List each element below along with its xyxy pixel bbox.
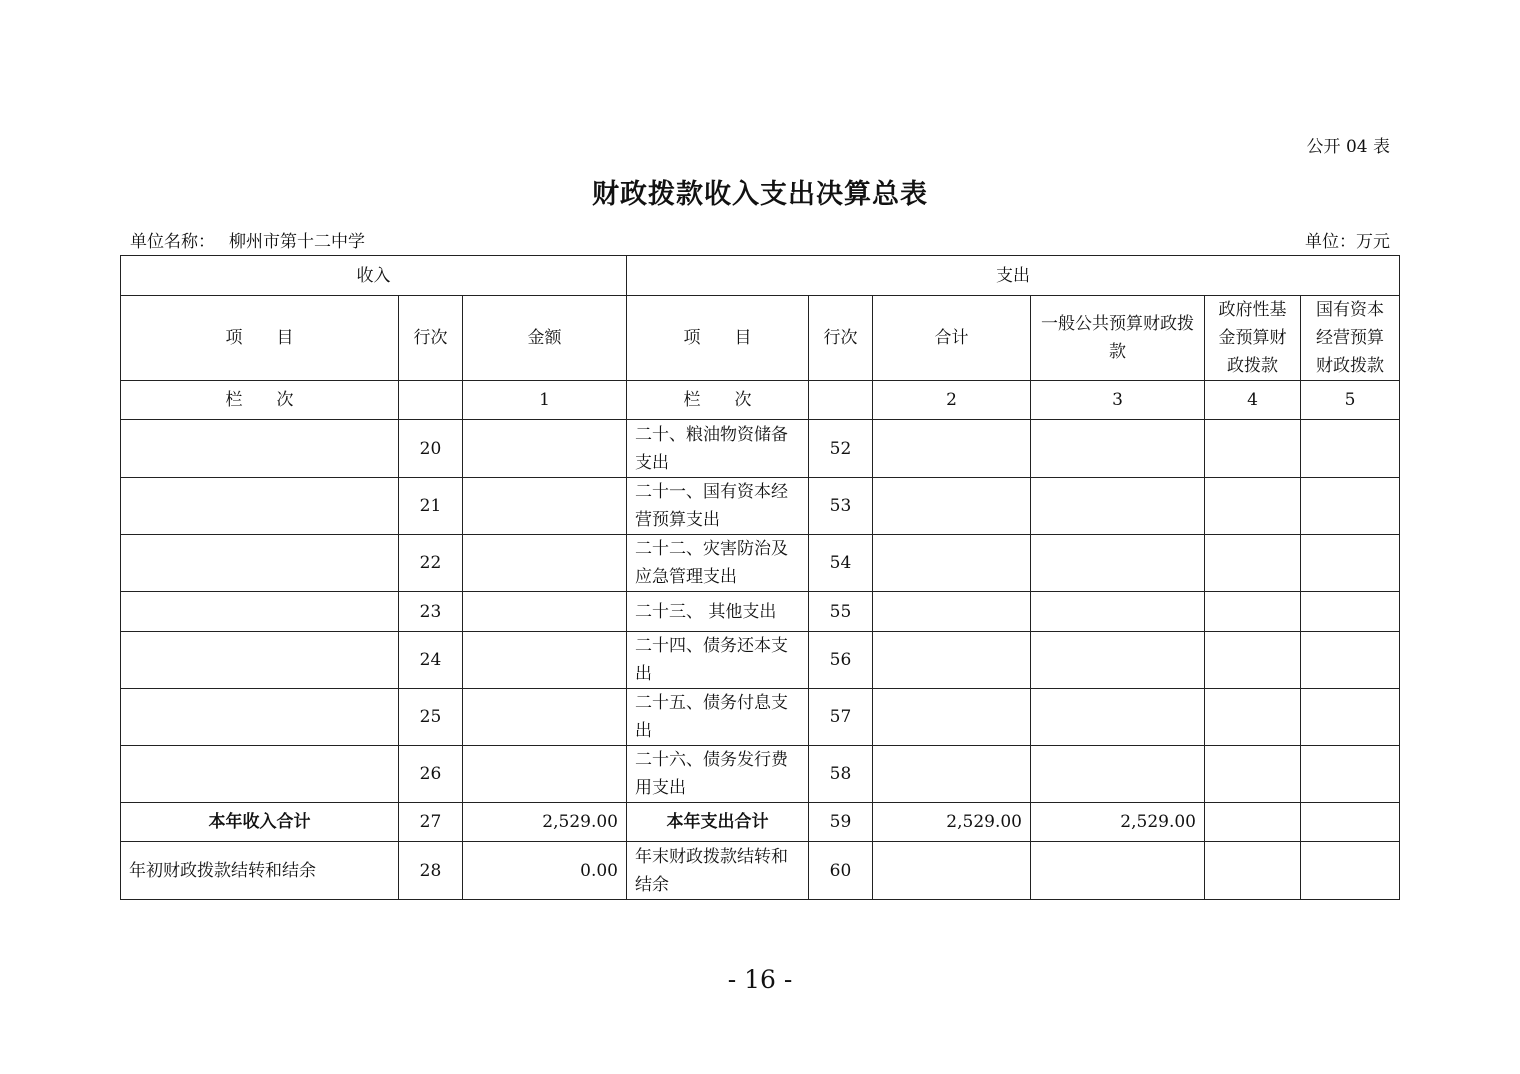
table-row [121,746,1400,803]
expense-item-cell: 二十三、 其他支出 [627,592,809,632]
expense-col-no-blank [809,381,873,420]
income-item-cell [121,535,399,592]
expense-item-cell: 二十四、债务还本支出 [627,632,809,689]
income-amount-cell [463,420,627,478]
state-capital-cell [1301,842,1400,900]
gov-fund-cell [1205,689,1301,746]
col-number-1: 1 [463,381,627,420]
expense-header: 支出 [627,256,1400,296]
expense-row-no-cell: 52 [809,420,873,478]
income-amount-header: 金额 [463,296,627,381]
table-row [121,803,1400,842]
income-row-no-cell: 27 [399,803,463,842]
expense-row-no-cell: 57 [809,689,873,746]
income-row-no-cell: 23 [399,592,463,632]
unit-name-line [130,227,365,252]
column-header-row [121,296,1400,381]
general-budget-cell [1031,592,1205,632]
general-budget-cell [1031,842,1205,900]
income-row-no-cell: 26 [399,746,463,803]
income-item-cell: 本年收入合计 [121,803,399,842]
income-row-no-cell: 22 [399,535,463,592]
state-capital-cell [1301,478,1400,535]
expense-col-label: 栏 次 [627,381,809,420]
total-cell: 2,529.00 [873,803,1031,842]
gov-fund-cell [1205,420,1301,478]
expense-item-cell: 二十、粮油物资储备支出 [627,420,809,478]
expense-item-cell: 本年支出合计 [627,803,809,842]
total-cell [873,535,1031,592]
total-cell [873,689,1031,746]
income-amount-cell: 0.00 [463,842,627,900]
income-row-no-cell: 21 [399,478,463,535]
income-header: 收入 [121,256,627,296]
table-row [121,478,1400,535]
state-capital-cell [1301,746,1400,803]
income-col-label: 栏 次 [121,381,399,420]
gov-fund-cell [1205,478,1301,535]
budget-table [120,255,1400,900]
expense-row-no-cell: 60 [809,842,873,900]
expense-row-no-cell: 59 [809,803,873,842]
form-number: 公开 04 表 [1306,137,1390,157]
expense-item-cell: 年末财政拨款结转和结余 [627,842,809,900]
col-number-4: 4 [1205,381,1301,420]
col-number-5: 5 [1301,381,1400,420]
income-amount-cell [463,689,627,746]
income-row-no-header: 行次 [399,296,463,381]
total-header: 合计 [873,296,1031,381]
section-header-row [121,256,1400,296]
page-title: 财政拨款收入支出决算总表 [592,179,928,210]
income-item-cell [121,632,399,689]
expense-item-cell: 二十五、债务付息支出 [627,689,809,746]
income-amount-cell [463,592,627,632]
expense-item-cell: 二十二、灾害防治及应急管理支出 [627,535,809,592]
table-row [121,420,1400,478]
income-item-cell: 年初财政拨款结转和结余 [121,842,399,900]
column-number-row [121,381,1400,420]
state-capital-cell [1301,420,1400,478]
gov-fund-cell [1205,535,1301,592]
state-capital-cell [1301,535,1400,592]
general-budget-cell [1031,689,1205,746]
col-number-3: 3 [1031,381,1205,420]
table-row [121,592,1400,632]
income-item-cell [121,478,399,535]
unit-name-label: 单位名称： [130,232,215,252]
general-budget-header: 一般公共预算财政拨款 [1031,296,1205,381]
expense-row-no-cell: 58 [809,746,873,803]
income-amount-cell [463,632,627,689]
general-budget-cell [1031,632,1205,689]
income-row-no-cell: 28 [399,842,463,900]
expense-item-header: 项 目 [627,296,809,381]
income-row-no-cell: 24 [399,632,463,689]
income-item-cell [121,746,399,803]
expense-row-no-cell: 55 [809,592,873,632]
income-item-cell [121,420,399,478]
income-col-no-blank [399,381,463,420]
gov-fund-cell [1205,803,1301,842]
page-number: - 16 - [727,965,793,994]
unit-name-value: 柳州市第十二中学 [229,232,365,252]
expense-item-cell: 二十一、国有资本经营预算支出 [627,478,809,535]
income-item-cell [121,689,399,746]
table-row [121,842,1400,900]
state-capital-header: 国有资本经营预算财政拨款 [1301,296,1400,381]
expense-row-no-header: 行次 [809,296,873,381]
table-row [121,632,1400,689]
expense-row-no-cell: 56 [809,632,873,689]
general-budget-cell [1031,420,1205,478]
total-cell [873,478,1031,535]
gov-fund-header: 政府性基金预算财政拨款 [1205,296,1301,381]
gov-fund-cell [1205,746,1301,803]
state-capital-cell [1301,689,1400,746]
total-cell [873,842,1031,900]
general-budget-cell [1031,746,1205,803]
col-number-2: 2 [873,381,1031,420]
state-capital-cell [1301,632,1400,689]
state-capital-cell [1301,592,1400,632]
expense-row-no-cell: 54 [809,535,873,592]
state-capital-cell [1301,803,1400,842]
gov-fund-cell [1205,842,1301,900]
income-amount-cell [463,535,627,592]
total-cell [873,632,1031,689]
income-amount-cell [463,478,627,535]
income-amount-cell: 2,529.00 [463,803,627,842]
currency-unit: 单位：万元 [1305,232,1390,252]
total-cell [873,746,1031,803]
gov-fund-cell [1205,632,1301,689]
general-budget-cell [1031,478,1205,535]
income-amount-cell [463,746,627,803]
income-row-no-cell: 25 [399,689,463,746]
table-row [121,535,1400,592]
general-budget-cell: 2,529.00 [1031,803,1205,842]
total-cell [873,420,1031,478]
income-item-header: 项 目 [121,296,399,381]
table-row [121,689,1400,746]
income-row-no-cell: 20 [399,420,463,478]
income-item-cell [121,592,399,632]
total-cell [873,592,1031,632]
gov-fund-cell [1205,592,1301,632]
expense-item-cell: 二十六、债务发行费用支出 [627,746,809,803]
expense-row-no-cell: 53 [809,478,873,535]
general-budget-cell [1031,535,1205,592]
